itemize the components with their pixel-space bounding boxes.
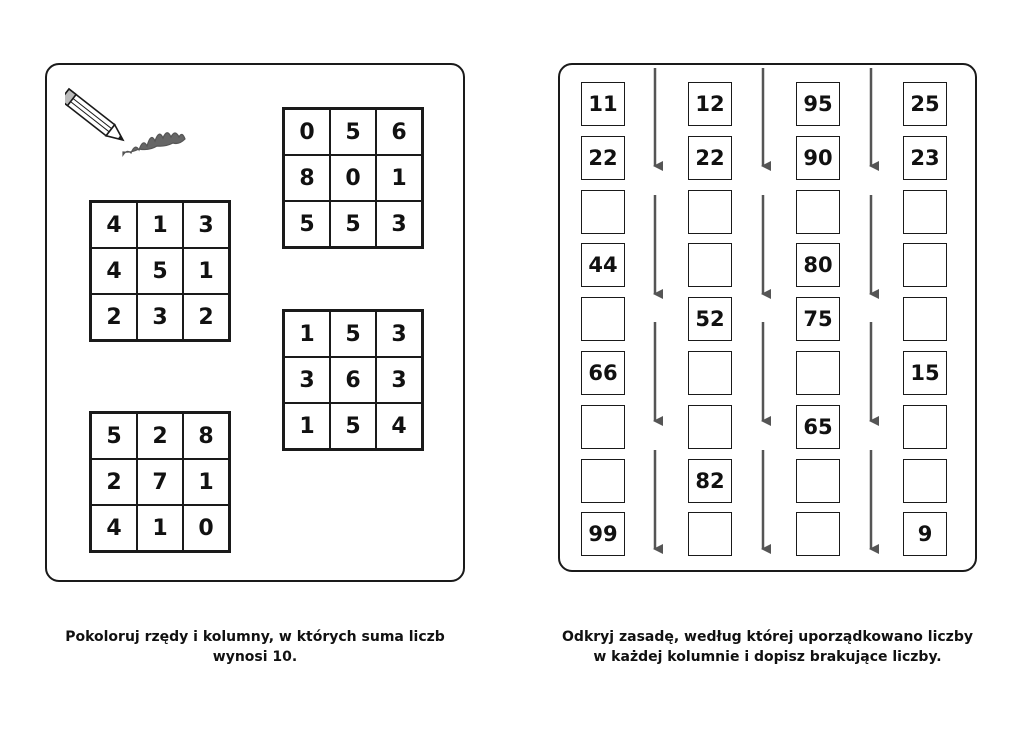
number-box: 75 <box>796 297 840 341</box>
grid-cell: 5 <box>284 201 330 247</box>
right-instruction <box>555 627 980 667</box>
empty-answer-box[interactable] <box>903 405 947 449</box>
grid-cell: 2 <box>91 294 137 340</box>
empty-answer-box[interactable] <box>796 190 840 234</box>
number-box: 11 <box>581 82 625 126</box>
left-instruction <box>50 627 460 667</box>
number-box: 44 <box>581 243 625 287</box>
grid-cell: 3 <box>284 357 330 403</box>
grid-cell: 1 <box>284 403 330 449</box>
grid-cell: 3 <box>137 294 183 340</box>
right-instruction-line1: Odkryj zasadę, według której uporządkowano liczby <box>562 629 973 645</box>
number-box: 52 <box>688 297 732 341</box>
empty-answer-box[interactable] <box>688 351 732 395</box>
number-box: 65 <box>796 405 840 449</box>
grid-cell: 7 <box>137 459 183 505</box>
empty-answer-box[interactable] <box>903 190 947 234</box>
empty-answer-box[interactable] <box>581 405 625 449</box>
grid-cell: 3 <box>183 202 229 248</box>
number-box: 23 <box>903 136 947 180</box>
number-box: 25 <box>903 82 947 126</box>
empty-answer-box[interactable] <box>903 459 947 503</box>
grid-cell: 3 <box>376 357 422 403</box>
grid-cell: 1 <box>183 248 229 294</box>
number-box: 22 <box>688 136 732 180</box>
number-box: 95 <box>796 82 840 126</box>
grid-cell: 0 <box>183 505 229 551</box>
grid-cell: 1 <box>284 311 330 357</box>
grid-cell: 0 <box>284 109 330 155</box>
left-instruction-line2: wynosi 10. <box>212 649 298 665</box>
grid-cell: 5 <box>330 311 376 357</box>
empty-answer-box[interactable] <box>688 243 732 287</box>
number-box: 80 <box>796 243 840 287</box>
number-box: 90 <box>796 136 840 180</box>
grid-cell: 4 <box>91 248 137 294</box>
empty-answer-box[interactable] <box>688 405 732 449</box>
number-box: 66 <box>581 351 625 395</box>
grid-cell: 2 <box>91 459 137 505</box>
number-box: 99 <box>581 512 625 556</box>
grid-cell: 4 <box>91 202 137 248</box>
grid-cell: 5 <box>330 109 376 155</box>
grid-cell: 4 <box>91 505 137 551</box>
empty-answer-box[interactable] <box>688 512 732 556</box>
right-instruction-line2: w każdej kolumnie i dopisz brakujące liczby. <box>593 649 942 665</box>
grid-cell: 0 <box>330 155 376 201</box>
grid-cell: 5 <box>330 403 376 449</box>
number-box: 12 <box>688 82 732 126</box>
grid-cell: 3 <box>376 201 422 247</box>
empty-answer-box[interactable] <box>688 190 732 234</box>
left-instruction-line1: Pokoloruj rzędy i kolumny, w których suma liczb <box>65 629 445 645</box>
empty-answer-box[interactable] <box>581 459 625 503</box>
grid-cell: 8 <box>183 413 229 459</box>
grid-cell: 5 <box>91 413 137 459</box>
grid-cell: 1 <box>183 459 229 505</box>
number-box: 82 <box>688 459 732 503</box>
grid-cell: 6 <box>376 109 422 155</box>
grid-cell: 4 <box>376 403 422 449</box>
grid-cell: 6 <box>330 357 376 403</box>
grid-cell: 1 <box>137 202 183 248</box>
number-box: 9 <box>903 512 947 556</box>
grid-cell: 3 <box>376 311 422 357</box>
empty-answer-box[interactable] <box>581 297 625 341</box>
grid-cell: 2 <box>137 413 183 459</box>
grid-cell: 5 <box>330 201 376 247</box>
grid-cell: 1 <box>137 505 183 551</box>
empty-answer-box[interactable] <box>581 190 625 234</box>
empty-answer-box[interactable] <box>796 351 840 395</box>
grid-cell: 5 <box>137 248 183 294</box>
empty-answer-box[interactable] <box>796 459 840 503</box>
number-box: 22 <box>581 136 625 180</box>
grid-cell: 1 <box>376 155 422 201</box>
grid-cell: 8 <box>284 155 330 201</box>
empty-answer-box[interactable] <box>903 297 947 341</box>
grid-cell: 2 <box>183 294 229 340</box>
empty-answer-box[interactable] <box>796 512 840 556</box>
empty-answer-box[interactable] <box>903 243 947 287</box>
number-box: 15 <box>903 351 947 395</box>
